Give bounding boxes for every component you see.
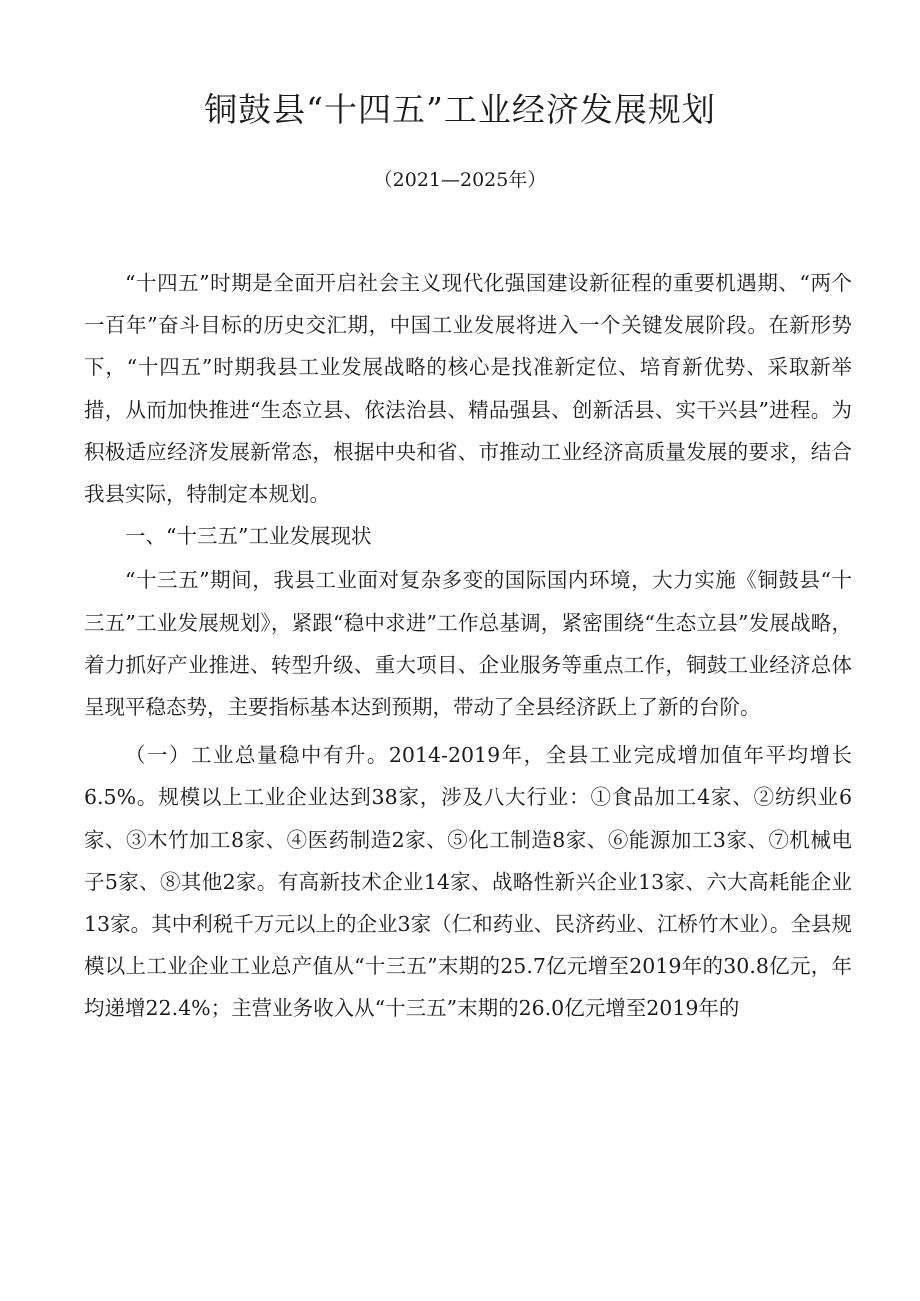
subsection-paragraph: （一）工业总量稳中有升。2014-2019年，全县工业完成增加值年平均增长6.5%。规模以上工业企业达到38家，涉及八大行业：①食品加工4家、②纺织业6家、③木竹加工8家、④医药制造2家、⑤化工制造8家、⑥能源加工3家、⑦机械电子5家、⑧其他2家。有高新技术企业14家、战略性新兴企业13家、六大高耗能企业13家。其中利税千万元以上的企业3家（仁和药业、民济药业、江桥竹木业）。全县规模以上工业企业工业总产值从“十三五”末期的25.7亿元增至2019年的30.8亿元，年均递增22.4%；主营业务收入从“十三五”末期的26.0亿元增至2019年的 (84, 743, 852, 1021)
section-heading: 一、“十三五”工业发展现状 (125, 524, 372, 549)
document-subtitle: （2021—2025年） (373, 169, 547, 191)
document-title: 铜鼓县“十四五”工业经济发展规划 (204, 90, 716, 129)
document-body (84, 262, 852, 1030)
intro-paragraph: “十四五”时期是全面开启社会主义现代化强国建设新征程的重要机遇期、“两个一百年”奋斗目标的历史交汇期，中国工业发展将进入一个关键发展阶段。在新形势下，“十四五”时期我县工业发展战略的核心是找准新定位、培育新优势、采取新举措，从而加快推进“生态立县、依法治县、精品强县、创新活县、实干兴县”进程。为积极适应经济发展新常态，根据中央和省、市推动工业经济高质量发展的要求，结合我县实际，特制定本规划。 (84, 271, 852, 507)
section-paragraph: “十三五”期间，我县工业面对复杂多变的国际国内环境，大力实施《铜鼓县“十三五”工业发展规划》，紧跟“稳中求进”工作总基调，紧密围绕“生态立县”发展战略，着力抓好产业推进、转型升级、重大项目、企业服务等重点工作，铜鼓工业经济总体呈现平稳态势，主要指标基本达到预期，带动了全县经济跃上了新的台阶。 (84, 568, 852, 720)
